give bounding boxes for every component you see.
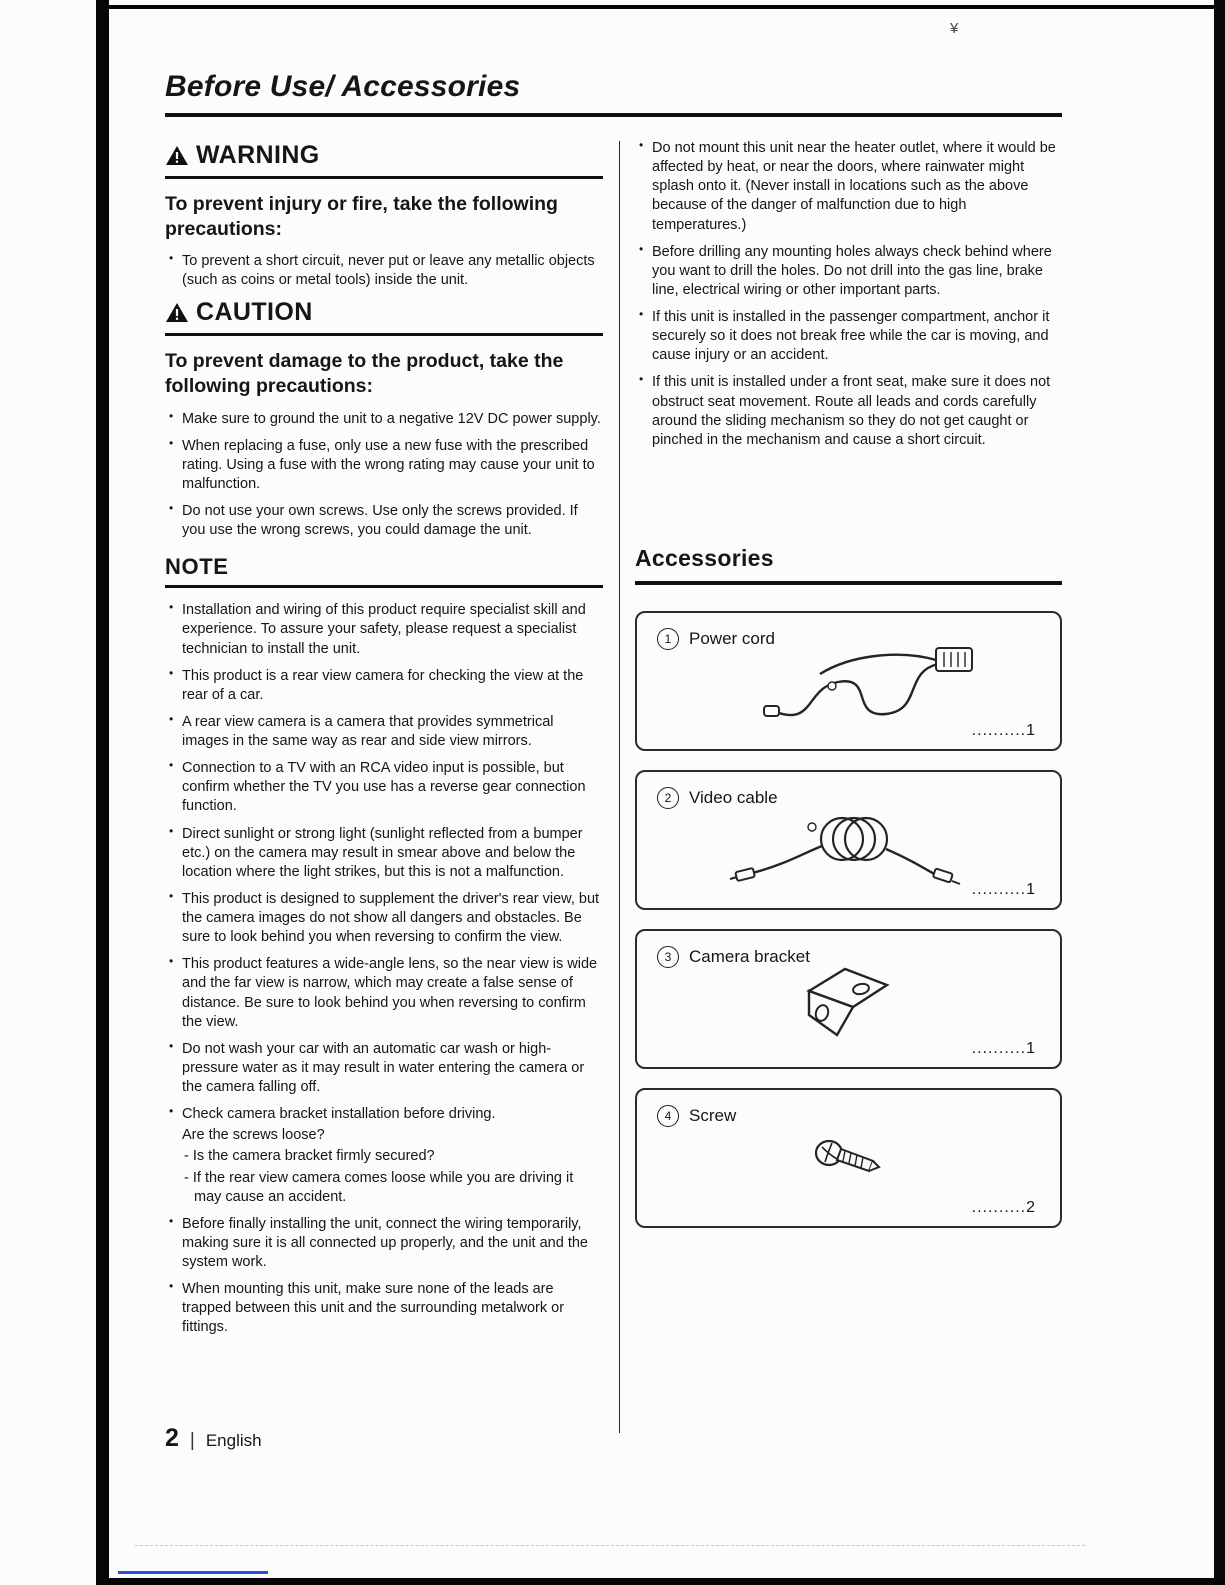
bullet-text: • A rear view camera is a camera that provides symmetrical images in the same way as rear and side view mirrors. <box>182 713 554 749</box>
install-warning-bullet-list <box>635 139 1062 450</box>
page-footer <box>165 1424 262 1453</box>
caution-subheading: To prevent damage to the product, take the following precautions: <box>165 350 564 397</box>
caution-triangle-icon <box>165 302 189 323</box>
scan-dash-artifact <box>135 1545 1085 1546</box>
warning-bullet-list <box>165 252 603 290</box>
bullet-text: • Make sure to ground the unit to a negative 12V DC power supply. <box>182 410 601 427</box>
footer-language: English <box>205 1431 262 1450</box>
bullet-text: • When replacing a fuse, only use a new fuse with the prescribed rating. Using a fuse with the wrong rating may cause your unit to malfunction. <box>182 437 595 492</box>
bullet-text: • Connection to a TV with an RCA video input is possible, but confirm whether the TV you use has a reverse gear connection function. <box>182 760 586 815</box>
bullet-text: • Do not wash your car with an automatic car wash or high-pressure water as it may result in water entering the camera or the camera falling off. <box>182 1040 585 1095</box>
accessory-number-badge: 3 <box>657 946 679 968</box>
footer-separator: | <box>189 1430 195 1451</box>
bullet-item <box>165 437 603 494</box>
column-divider <box>619 141 620 1433</box>
bullet-item <box>635 243 1062 300</box>
bullet-text: • If this unit is installed in the passenger compartment, anchor it securely so it does not break free while the car is moving, and cause injury or an accident. <box>652 309 1050 364</box>
bullet-text: • To prevent a short circuit, never put or leave any metallic objects (such as coins or metal tools) inside the unit. <box>182 253 595 289</box>
caution-heading-label: CAUTION <box>196 298 313 327</box>
bullet-text: • Check camera bracket installation before driving. <box>182 1106 496 1123</box>
bullet-text: • Before finally installing the unit, connect the wiring temporarily, making sure it is all connected up properly, and the unit and the system work. <box>182 1215 588 1270</box>
bullet-text: • If this unit is installed under a front seat, make sure it does not obstruct seat movement. Route all leads and cords carefully around the sliding mechanism so they do not get caught or pinched in the mechanism and cause a short circuit. <box>652 374 1051 448</box>
bullet-extra-line: Are the screws loose? <box>182 1127 325 1144</box>
bullet-item <box>165 502 603 540</box>
right-column <box>635 139 1062 1433</box>
accessory-quantity: ..........1 <box>971 880 1036 898</box>
bullet-item <box>165 1215 603 1272</box>
accessory-box-screw <box>635 1088 1062 1228</box>
accessory-label: Power cord <box>689 628 775 648</box>
footer-page-number: 2 <box>165 1424 179 1452</box>
left-column <box>165 139 603 1433</box>
bullet-text: • When mounting this unit, make sure none of the leads are trapped between this unit and the surrounding metalwork or fittings. <box>182 1281 565 1336</box>
bullet-text: • Installation and wiring of this product require specialist skill and experience. To assure your safety, please request a specialist technician to install the unit. <box>182 602 586 657</box>
scan-edge-left <box>96 0 109 1585</box>
bullet-text: • Direct sunlight or strong light (sunlight reflected from a bumper etc.) on the camera may result in smear above and below the location where the light strikes, but this is not a malfunction. <box>182 825 583 880</box>
bullet-item <box>165 713 603 751</box>
accessory-number-badge: 1 <box>657 628 679 650</box>
warning-heading <box>165 141 603 179</box>
bullet-item <box>165 601 603 658</box>
bullet-item <box>165 890 603 947</box>
warning-triangle-icon <box>165 145 189 166</box>
accessory-label: Screw <box>689 1105 737 1125</box>
accessory-box-video-cable <box>635 770 1062 910</box>
bullet-text: • This product features a wide-angle lens, so the near view is wide and the far view is narrow, which may create a false sense of distance. Be sure to look behind you when reversing to confirm the view. <box>182 956 598 1030</box>
scan-edge-bottom <box>108 1578 1225 1585</box>
accessories-heading: Accessories <box>635 545 1062 585</box>
bullet-item <box>635 373 1062 450</box>
accessory-box-camera-bracket <box>635 929 1062 1069</box>
accessory-quantity: ..........1 <box>971 1039 1036 1057</box>
bullet-text: • Do not mount this unit near the heater outlet, where it would be affected by heat, or near the doors, where rainwater might splash onto it. (Never install in locations such as the above because of the danger of malfunction due to high temperatures.) <box>652 140 1056 233</box>
accessory-number-badge: 2 <box>657 787 679 809</box>
bullet-item <box>165 825 603 882</box>
scan-edge-right <box>1214 0 1225 1585</box>
note-heading: NOTE <box>165 554 603 588</box>
note-bullet-list <box>165 601 603 1337</box>
scan-blue-artifact <box>118 1571 268 1574</box>
accessory-quantity: ..........2 <box>971 1198 1036 1216</box>
scan-edge-top <box>108 5 1217 9</box>
bullet-item <box>165 955 603 1032</box>
caution-heading <box>165 298 603 336</box>
accessory-label: Video cable <box>689 787 778 807</box>
accessory-label: Camera bracket <box>689 946 810 966</box>
bullet-item <box>165 1040 603 1097</box>
warning-heading-label: WARNING <box>196 141 320 169</box>
page-title: Before Use/ Accessories <box>165 70 1062 117</box>
warning-subheading: To prevent injury or fire, take the following precautions: <box>165 193 558 240</box>
bullet-item <box>165 1280 603 1337</box>
bullet-text: • This product is designed to supplement the driver's rear view, but the camera images do not show all dangers and obstacles. Be sure to look behind you when reversing to confirm the view. <box>182 890 600 946</box>
accessory-number-badge: 4 <box>657 1105 679 1127</box>
bullet-item <box>165 410 603 429</box>
bullet-item <box>635 139 1062 235</box>
bullet-sub-item: - Is the camera bracket firmly secured? <box>184 1148 435 1165</box>
scan-pen-mark: ¥ <box>950 20 959 37</box>
accessory-quantity: ..........1 <box>971 721 1036 739</box>
bullet-text: • Before drilling any mounting holes always check behind where you want to drill the holes. Do not drill into the gas line, brake line, electrical wiring or other important parts. <box>652 243 1052 298</box>
bullet-sub-item: - If the rear view camera comes loose while you are driving it may cause an accident. <box>184 1169 574 1205</box>
bullet-text: • Do not use your own screws. Use only the screws provided. If you use the wrong screws, you could damage the unit. <box>182 503 578 539</box>
bullet-text: • This product is a rear view camera for checking the view at the rear of a car. <box>182 667 584 703</box>
bullet-item <box>165 252 603 290</box>
bullet-item <box>165 667 603 705</box>
bullet-item <box>635 308 1062 365</box>
bullet-item <box>165 759 603 816</box>
caution-bullet-list <box>165 410 603 541</box>
accessory-box-power-cord <box>635 611 1062 751</box>
bullet-item <box>165 1105 603 1207</box>
